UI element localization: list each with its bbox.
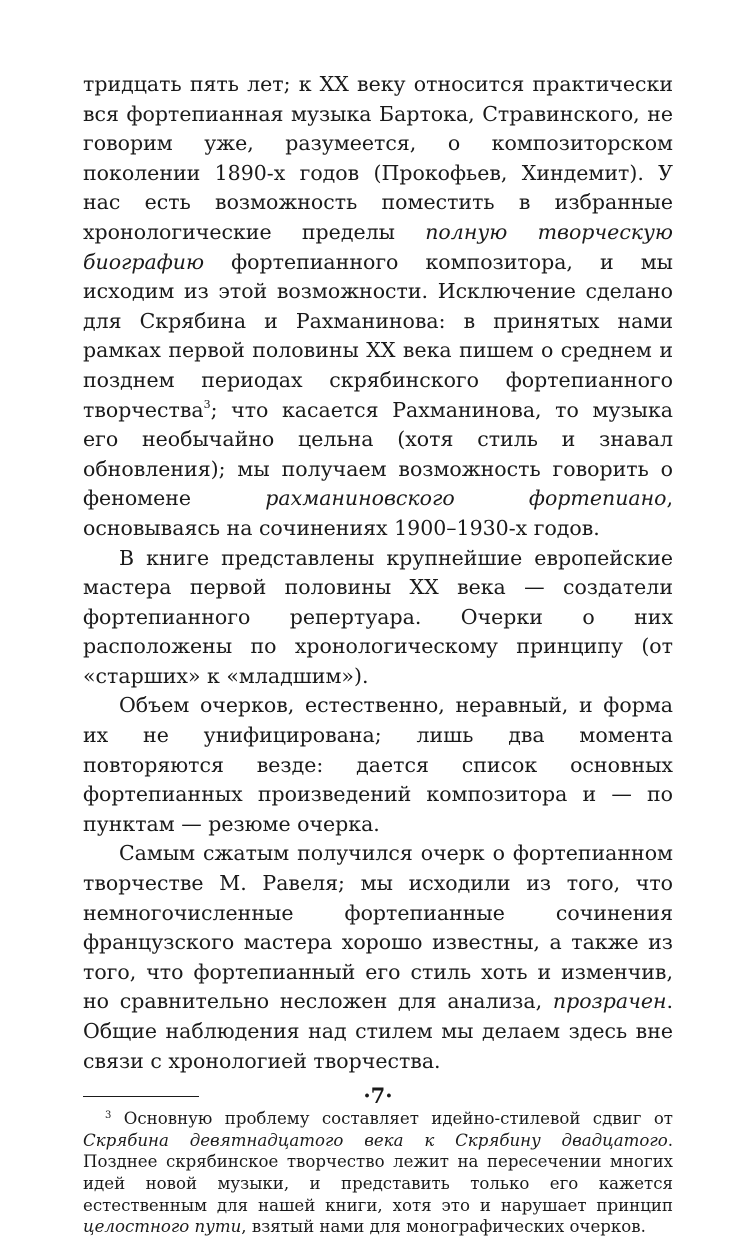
emphasis: полную творческую биографию (83, 219, 673, 274)
page-content (83, 70, 673, 1238)
emphasis: целостного пути (83, 1217, 242, 1237)
paragraph-1 (83, 70, 673, 544)
footnote-reference: 3 (203, 397, 211, 411)
emphasis: Скрябина девятнадцатого века к Скрябину двадцатого (83, 1130, 668, 1150)
text-run: , взятый нами для монографических очерков. (241, 1217, 646, 1237)
page-number: ·7· (363, 1083, 393, 1108)
text-run: ; что касается Рахманинова, то музыка его необычайно цельна (хотя стиль и знавал обновления); мы получаем возможность говорить о феномене (83, 397, 673, 511)
paragraph-4 (83, 839, 673, 1076)
text-run: . Общие наблюдения над стилем мы делаем здесь вне связи с хронологией творчества. (83, 989, 673, 1073)
text-run: . Позднее скрябинское творчество лежит на пересечении многих идей новой музыки, и представить только его кажется естественным для нашей книги, хотя это и нарушает принцип (83, 1130, 673, 1215)
body-text (83, 70, 673, 1076)
paragraph-3: Объем очерков, естественно, неравный, и форма их не унифицирована; лишь два момента повторяются везде: дается список основных фортепианных произведений композитора и — по пунктам — резюме очерка. (83, 693, 673, 836)
text-run: Основную проблему составляет идейно-стилевой сдвиг от (111, 1109, 673, 1129)
text-run: фортепианного композитора, и мы исходим из этой возможности. Исключение сделано для Скрябина и Рахманинова: в принятых нами рамках первой половины XX века пишем о среднем и позднем периодах скрябинского фортепианного творчества (83, 249, 673, 422)
emphasis: рахманиновского фортепиано (265, 486, 667, 511)
paragraph-2: В книге представлены крупнейшие европейские мастера первой половины XX века — создатели фортепианного репертуара. Очерки о них расположены по хронологическому принципу (от «старших» к «младшим»). (83, 545, 673, 688)
text-run: Самым сжатым получился очерк о фортепианном творчестве М. Равеля; мы исходили из того, что немногочисленные фортепианные сочинения французского мастера хорошо известны, а также из того, что фортепианный его стиль хоть и изменчив, но сравнительно несложен для анализа, (83, 841, 673, 1014)
emphasis: прозрачен (552, 989, 667, 1014)
text-run: тридцать пять лет; к XX веку относится практически вся фортепианная музыка Бартока, Стравинского, не говорим уже, разумеется, о композиторском поколении 1890-х годов (Прокофьев, Хиндемит). У нас есть возможность поместить в избранные хронологические пределы (83, 72, 673, 244)
footnote-marker: 3 (105, 1110, 112, 1122)
footnote (83, 1108, 673, 1238)
text-run: , основываясь на сочинениях 1900–1930-х годов. (83, 486, 673, 540)
